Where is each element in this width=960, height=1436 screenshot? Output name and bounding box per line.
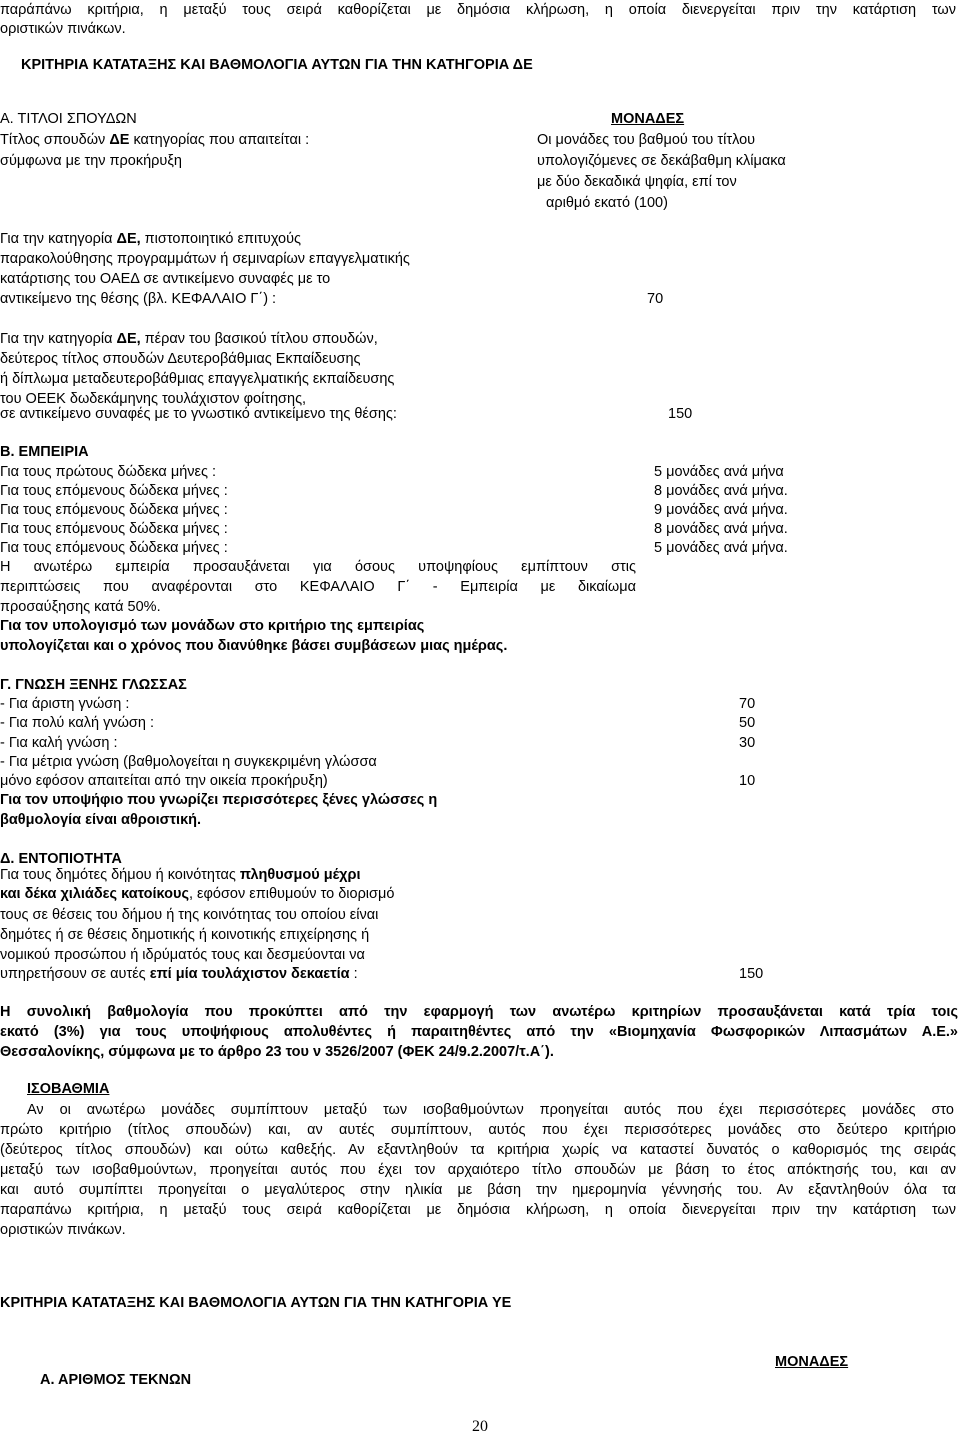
tie-line-1: Αν οι ανωτέρω μονάδες συμπίπτουν μεταξύ των ισοβαθμούντων προηγείται αυτός που έχει περισσότερες μονάδες στο: [27, 1102, 954, 1118]
lang-row-4-line-2: μόνο εφόσον απαιτείται από την οικεία προκήρυξη): [0, 773, 328, 789]
p1-line-1: Για την κατηγορία ΔΕ, πιστοποιητικό επιτυχούς: [0, 231, 302, 247]
exp-row-value: 5 μονάδες ανά μήνα: [654, 464, 784, 480]
total-line-3: Θεσσαλονίκης, σύμφωνα με το άρθρο 23 του ν 3526/2007 (ΦΕΚ 24/9.2.2007/τ.Α΄).: [0, 1044, 554, 1060]
lang-row-4-line-1: - Για μέτρια γνώση (βαθμολογείται η συγκεκριμένη γλώσσα: [0, 754, 377, 770]
locality-line-4: δημότες ή σε θέσεις δημοτικής ή κοινοτικής επιχείρησης ή: [0, 927, 370, 943]
exp-row-value: 8 μονάδες ανά μήνα.: [654, 521, 788, 537]
section-a-title: Α. ΤΙΤΛΟΙ ΣΠΟΥΔΩΝ: [0, 111, 137, 127]
exp-bold-line-2: υπολογίζεται και ο χρόνος που διανύθηκε βάσει συμβάσεων μιας ημέρας.: [0, 638, 508, 654]
exp-row-value: 9 μονάδες ανά μήνα.: [654, 502, 788, 518]
exp-row-label: Για τους επόμενους δώδεκα μήνες :: [0, 521, 228, 537]
p1-value: 70: [647, 291, 664, 307]
exp-row-value: 8 μονάδες ανά μήνα.: [654, 483, 788, 499]
p2-line-3: ή δίπλωμα μεταδευτεροβάθμιας επαγγελματικής εκπαίδευσης: [0, 371, 395, 387]
section-a-left-2: σύμφωνα με την προκήρυξη: [0, 153, 182, 169]
ye-heading: ΚΡΙΤΗΡΙΑ ΚΑΤΑΤΑΞΗΣ ΚΑΙ ΒΑΘΜΟΛΟΓΙΑ ΑΥΤΩΝ ΓΙΑ ΤΗΝ ΚΑΤΗΓΟΡΙΑ ΥΕ: [0, 1295, 512, 1311]
exp-row-label: Για τους επόμενους δώδεκα μήνες :: [0, 540, 228, 556]
tie-line-7: οριστικών πινάκων.: [0, 1222, 126, 1238]
top-line-2: οριστικών πινάκων.: [0, 21, 126, 37]
tie-line-2: πρώτο κριτήριο (τίτλος σπουδών) και, αν αυτές συμπίπτουν, αυτός που έχει περισσότερες μονάδες στο δεύτερο κριτήριο: [0, 1122, 956, 1138]
lang-row-value: 50: [739, 715, 756, 731]
lang-bold-line-1: Για τον υποψήφιο που γνωρίζει περισσότερες ξένες γλώσσες η: [0, 792, 438, 808]
p1-line-4: αντικείμενο της θέσης (βλ. ΚΕΦΑΛΑΙΟ Γ΄) :: [0, 291, 277, 307]
lang-bold-line-2: βαθμολογία είναι αθροιστική.: [0, 812, 202, 828]
tie-line-6: παραπάνω κριτήρια, η μεταξύ τους σειρά καθορίζεται με δημόσια κλήρωση, η οποία διενεργείται πριν την κατάρτιση των: [0, 1202, 956, 1218]
lang-row-value: 70: [739, 696, 756, 712]
ye-units-title: ΜΟΝΑΔΕΣ: [775, 1354, 849, 1370]
p2-value: 150: [668, 406, 693, 422]
units-line-2: υπολογιζόμενες σε δεκάβαθμη κλίμακα: [537, 153, 786, 169]
top-line-1: παράπάνω κριτήρια, η μεταξύ τους σειρά καθορίζεται με δημόσια κλήρωση, η οποία διενεργείται πριν την κατάρτιση των: [0, 2, 956, 18]
locality-line-1: Για τους δημότες δήμου ή κοινότητας πληθυσμού μέχρι: [0, 867, 361, 883]
units-line-1: Οι μονάδες του βαθμού του τίτλου: [537, 132, 756, 148]
page-number: 20: [472, 1418, 488, 1435]
locality-line-3: τους σε θέσεις του δήμου ή της κοινότητας του οποίου είναι: [0, 907, 379, 923]
units-title: ΜΟΝΑΔΕΣ: [611, 111, 685, 127]
locality-line-5: νομικού προσώπου ή ιδρύματός τους και δεσμεύονται να: [0, 947, 365, 963]
p1-line-3: κατάρτισης του ΟΑΕΔ σε αντικείμενο συναφές με το: [0, 271, 331, 287]
exp-row-label: Για τους επόμενους δώδεκα μήνες :: [0, 502, 228, 518]
locality-value: 150: [739, 966, 764, 982]
p2-line-4: του ΟΕΕΚ δωδεκάμηνης τουλάχιστον φοίτησης,: [0, 391, 307, 407]
exp-note-line-3: προσαύξησης κατά 50%.: [0, 599, 161, 615]
exp-row-label: Για τους πρώτους δώδεκα μήνες :: [0, 464, 217, 480]
tie-line-3: (δεύτερος τίτλος σπουδών) και ούτω καθεξής. Αν εξαντληθούν τα κριτήρια χωρίς να καταστεί δυνατός ο καθορισμός της σειράς: [0, 1142, 956, 1158]
de-heading: ΚΡΙΤΗΡΙΑ ΚΑΤΑΤΑΞΗΣ ΚΑΙ ΒΑΘΜΟΛΟΓΙΑ ΑΥΤΩΝ ΓΙΑ ΤΗΝ ΚΑΤΗΓΟΡΙΑ ΔΕ: [21, 57, 533, 73]
units-line-3: με δύο δεκαδικά ψηφία, επί τον: [537, 174, 737, 190]
total-line-2: εκατό (3%) για τους υποψήφιους απολυθέντες ή παραιτηθέντες από την «Βιομηχανία Φωσφορικών Λιπασμάτων Α.Ε.»: [0, 1024, 958, 1040]
exp-row-label: Για τους επόμενους δώδεκα μήνες :: [0, 483, 228, 499]
locality-line-2: και δέκα χιλιάδες κατοίκους, εφόσον επιθυμούν το διορισμό: [0, 886, 395, 902]
tie-title: ΙΣΟΒΑΘΜΙΑ: [27, 1081, 110, 1097]
total-line-1: Η συνολική βαθμολογία που προκύπτει από την εφαρμογή των ανωτέρω κριτηρίων προσαυξάνεται κατά τρία τοις: [0, 1004, 958, 1020]
lang-row-label: - Για άριστη γνώση :: [0, 696, 130, 712]
locality-line-6: υπηρετήσουν σε αυτές επί μία τουλάχιστον δεκαετία :: [0, 966, 358, 982]
tie-line-5: και αυτό συμπίπτει προηγείται ο μεγαλύτερος στην ηλικία με βάση την ημερομηνία γέννησής του. Αν εξαντληθούν όλα τα: [0, 1182, 956, 1198]
ye-section-a-title: Α. ΑΡΙΘΜΟΣ ΤΕΚΝΩΝ: [40, 1372, 192, 1388]
section-a-left-1: Τίτλος σπουδών ΔΕ κατηγορίας που απαιτείται :: [0, 132, 310, 148]
lang-row-label: - Για καλή γνώση :: [0, 735, 118, 751]
lang-row-label: - Για πολύ καλή γνώση :: [0, 715, 154, 731]
section-b-title: Β. ΕΜΠΕΙΡΙΑ: [0, 444, 89, 460]
exp-note-line-1: Η ανωτέρω εμπειρία προσαυξάνεται για όσους υποψηφίους εμπίπτουν στις: [0, 559, 636, 575]
p2-line-1: Για την κατηγορία ΔΕ, πέραν του βασικού τίτλου σπουδών,: [0, 331, 378, 347]
exp-bold-line-1: Για τον υπολογισμό των μονάδων στο κριτήριο της εμπειρίας: [0, 618, 425, 634]
p1-line-2: παρακολούθησης προγραμμάτων ή σεμιναρίων επαγγελματικής: [0, 251, 410, 267]
section-c-title: Γ. ΓΝΩΣΗ ΞΕΝΗΣ ΓΛΩΣΣΑΣ: [0, 677, 187, 693]
units-line-4: αριθμό εκατό (100): [546, 195, 668, 211]
exp-row-value: 5 μονάδες ανά μήνα.: [654, 540, 788, 556]
lang-row-4-value: 10: [739, 773, 756, 789]
p2-line-2: δεύτερος τίτλος σπουδών Δευτεροβάθμιας Εκπαίδευσης: [0, 351, 361, 367]
tie-line-4: μεταξύ των ισοβαθμούντων, προηγείται αυτός που έχει τον αρχαιότερο τίτλο σπουδών με βάση το έτος απόκτησής του, και αν: [0, 1162, 956, 1178]
section-d-title: Δ. ΕΝΤΟΠΙΟΤΗΤΑ: [0, 851, 122, 867]
lang-row-value: 30: [739, 735, 756, 751]
p2-line-5: σε αντικείμενο συναφές με το γνωστικό αντικείμενο της θέσης:: [0, 406, 397, 422]
exp-note-line-2: περιπτώσεις που αναφέρονται στο ΚΕΦΑΛΑΙΟ Γ΄ - Εμπειρία με δικαίωμα: [0, 579, 636, 595]
